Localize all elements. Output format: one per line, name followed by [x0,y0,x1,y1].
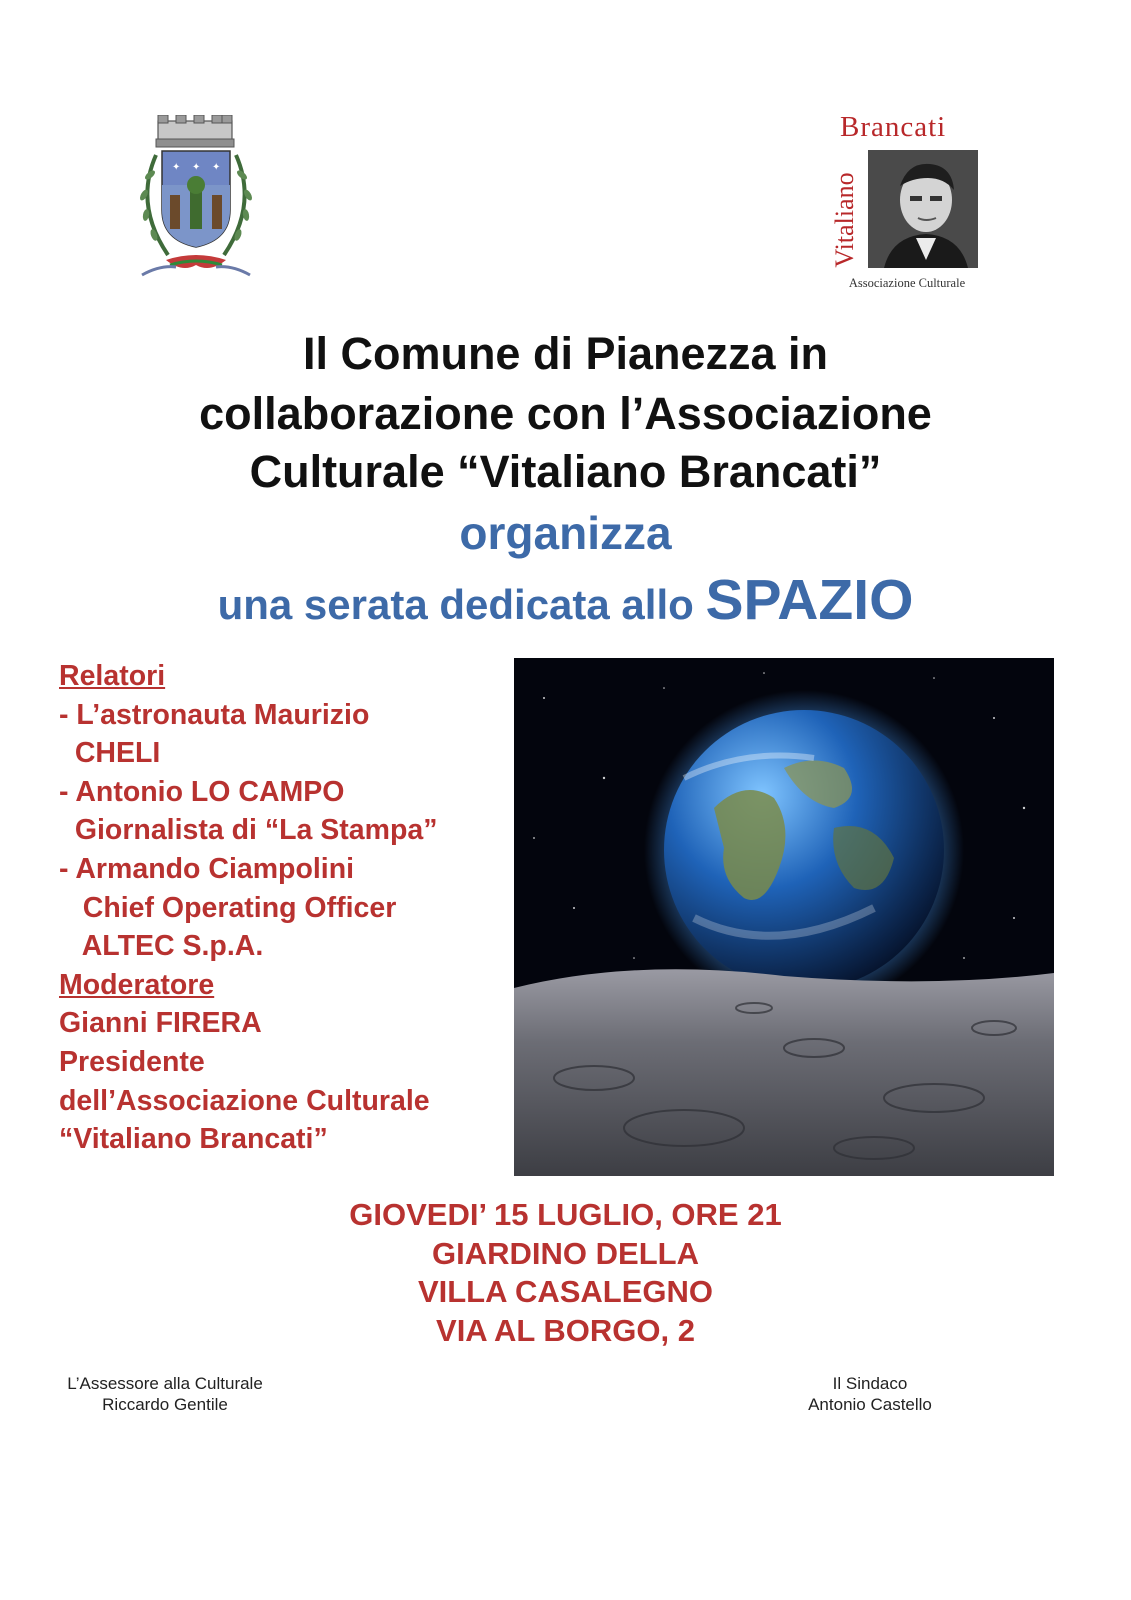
portrait-photo [868,150,978,268]
event-place-line-1: GIARDINO DELLA [432,1236,699,1271]
logo-vertical-text: Vitaliano [830,172,859,268]
event-address: VIA AL BORGO, 2 [436,1313,695,1348]
svg-text:✦: ✦ [172,162,181,173]
headline-line-2: collaborazione con l’Associazione [199,388,932,439]
speaker-line: CHELI [59,737,161,770]
svg-text:✦: ✦ [192,162,201,173]
logo-wordmark: Brancati [840,111,947,143]
speakers-block [59,657,519,1159]
moderator-line: Presidente [59,1045,205,1078]
speaker-line: - L’astronauta Maurizio [59,698,370,731]
headline-line-3: Culturale “Vitaliano Brancati” [249,446,882,497]
speaker-line: Chief Operating Officer [59,891,397,924]
signature-right-name: Antonio Castello [808,1395,932,1414]
serata-emphasis: SPAZIO [705,568,914,632]
speaker-line: Giornalista di “La Stampa” [59,814,438,847]
serata-heading [0,565,1131,640]
logo-caption: Associazione Culturale [848,276,966,290]
signature-left [55,1373,275,1415]
headline-line-1: Il Comune di Pianezza in [302,328,829,379]
svg-text:✦: ✦ [212,162,221,173]
signature-left-role: L’Assessore alla Culturale [67,1374,263,1393]
signature-left-name: Riccardo Gentile [102,1395,228,1414]
organizza-text: organizza [459,507,672,559]
signature-right-role: Il Sindaco [832,1374,908,1393]
moderator-line: “Vitaliano Brancati” [59,1123,328,1156]
brancati-association-logo [832,112,982,297]
serata-prefix: una serata dedicata allo [217,581,706,628]
event-date: GIOVEDI’ 15 LUGLIO, ORE 21 [349,1197,782,1232]
moderator-line: dell’Associazione Culturale [59,1084,430,1117]
speaker-line: - Antonio LO CAMPO [59,775,345,808]
event-place-line-2: VILLA CASALEGNO [417,1274,714,1309]
earth-from-moon-image [514,658,1054,1176]
speaker-line: ALTEC S.p.A. [59,930,264,963]
municipal-crest-icon [130,115,265,290]
moderator-line: Gianni FIRERA [59,1007,262,1040]
signature-right [770,1373,970,1415]
relatori-heading: Relatori [59,660,166,692]
speaker-line: - Armando Ciampolini [59,852,355,885]
moderatore-heading: Moderatore [59,968,215,1001]
